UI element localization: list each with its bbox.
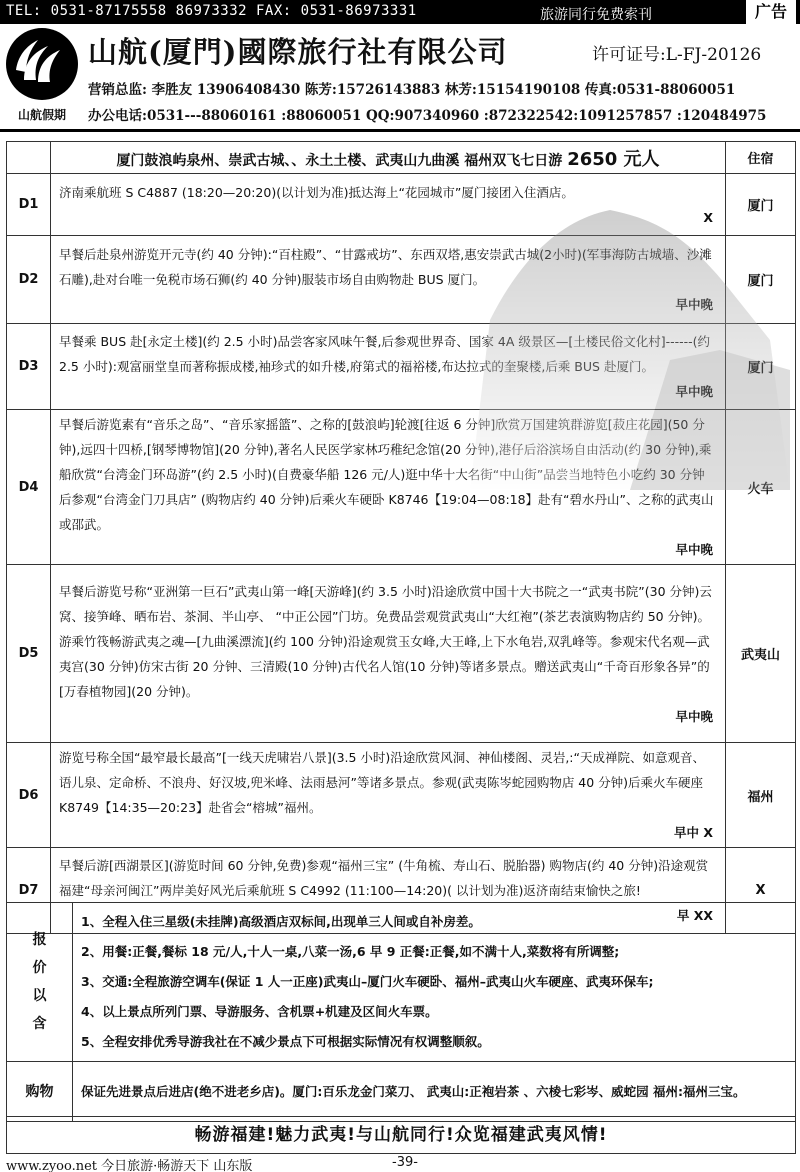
day-description: 早餐后游[西湖景区](游览时间 60 分钟,免费)参观“福州三宝” (牛角梳、寿山石、脱胎器) 购物店(约 40 分钟)沿途观赏福建“母亲河闽江”两岸美好风光后乘航班 S C4992 (11:100—14:20)( 以计划为准)返济南结束愉快之旅! (59, 858, 709, 898)
top-banner (0, 0, 800, 24)
day-description: 游览号称全国“最窄最长最高”[一线天虎啸岩八景](3.5 小时)沿途欣赏风洞、神仙楼阁、灵岩,:“天成禅院、如意观音、语儿泉、定命桥、不浪舟、好汉坡,兜米峰、法雨悬河”等诸多景点。参观(武夷陈岑蛇园购物店 40 分钟)后乘火车硬座 K8749【14:35—20:23】赴省会“榕城”福州。 (59, 750, 705, 815)
itinerary-row-d6 (7, 743, 796, 848)
contact-line: TEL: 0531-87175558 86973332 FAX: 0531-86973331 (6, 3, 417, 19)
accommodation-header: 住宿 (726, 142, 796, 174)
itinerary-table (6, 141, 796, 934)
office-contacts: 办公电话:0531---88060161 :88060051 QQ:907340960 :872322542:1091257857 :120484975 (88, 108, 767, 124)
marketing-contacts: 营销总监: 李胜友 13906408430 陈芳:15726143883 林芳:15154190108 传真:0531-88060051 (88, 82, 736, 98)
page-number: -39- (392, 1155, 418, 1170)
meal-info: 早 XX (676, 908, 713, 923)
tour-title: 厦门鼓浪屿泉州、崇武古城、、永土土楼、武夷山九曲溪 福州双飞七日游 (116, 152, 563, 169)
day-description: 早餐后赴泉州游览开元寺(约 40 分钟):“百柱殿”、“甘露戒坊”、东西双塔,惠安崇武古城(2小时)(军事海防古城墙、沙滩石雕),赴对台唯一免税市场石狮(约 40 分钟)服装市场自由购物赴 BUS 厦门。 (59, 247, 712, 287)
accommodation: 福州 (726, 743, 796, 848)
accommodation: 火车 (726, 410, 796, 565)
company-header (0, 26, 800, 132)
meal-info: 早中晚 (675, 708, 713, 724)
meal-info: 早中 X (674, 825, 713, 840)
day-label: D5 (7, 565, 51, 743)
slogan-banner: 畅游福建!魅力武夷!与山航同行!众览福建武夷风情! (6, 1116, 796, 1154)
shopping-text: 保证先进景点后进店(绝不进老乡店)。厦门:百乐龙金门菜刀、 武夷山:正袍岩茶 、六棱七彩岑、威蛇园 福州:福州三宝。 (73, 1062, 796, 1122)
day-label: D2 (7, 236, 51, 324)
includes-row (7, 903, 796, 1062)
includes-label (7, 903, 73, 1062)
logo-text: 山航假期 (17, 108, 66, 122)
free-index-text: 旅游同行免费索刊 (540, 7, 652, 23)
shopping-label: 购物 (7, 1062, 73, 1122)
includes-item: 4、以上景点所列门票、导游服务、含机票+机建及区间火车票。 (81, 1004, 438, 1019)
day-label: D6 (7, 743, 51, 848)
footer-site: www.zyoo.net 今日旅游·畅游天下 山东版 (6, 1159, 253, 1172)
price-includes-table (6, 902, 796, 1122)
includes-item: 5、全程安排优秀导游我社在不减少景点下可根据实际情况有权调整顺叙。 (81, 1034, 490, 1049)
includes-item: 3、交通:全程旅游空调车(保证 1 人一正座)武夷山–厦门火车硬卧、福州–武夷山火车硬座、武夷环保车; (81, 974, 654, 989)
includes-item: 1、全程入住三星级(未挂牌)高级酒店双标间,出现单三人间或自补房差。 (81, 914, 481, 929)
accommodation: 厦门 (726, 324, 796, 410)
includes-items (73, 903, 796, 1062)
day-label: D7 (7, 848, 51, 934)
day-description: 早餐后游览素有“音乐之岛”、“音乐家摇篮”、之称的[鼓浪屿]轮渡[往返 6 分钟]欣赏万国建筑群游览[菽庄花园](50 分钟),远四十四桥,[钢琴博物馆](20 分钟),著名人民医学家林巧稚纪念馆(20 分钟),港仔后浴滨场自由活动(约 30 分钟),乘船欣赏“台湾金门环岛游”(约 2.5 小时)(自费豪华船 126 元/人)逛中华十大名街“中山街”品尝当地特色小吃约 30 分钟后参观“台湾金门刀具店” (购物店约 40 分钟)后乘火车硬卧 K8746【19:04—08:18】赴有“碧水丹山”、之称的武夷山或邵武。 (59, 417, 714, 532)
itinerary-title (51, 142, 726, 174)
accommodation: 厦门 (726, 174, 796, 236)
license-number: 许可证号:L-FJ-20126 (592, 45, 762, 65)
tour-price: 2650 元人 (567, 148, 660, 170)
includes-item: 2、用餐:正餐,餐标 18 元/人,十人一桌,八菜一汤,6 早 9 正餐:正餐,如不满十人,菜数将有所调整; (81, 944, 620, 959)
ad-badge: 广告 (746, 0, 796, 24)
itinerary-row-d4 (7, 410, 796, 565)
meal-info: X (703, 209, 713, 225)
meal-info: 早中晚 (675, 384, 713, 399)
accommodation: X (726, 848, 796, 934)
itinerary-row-d5 (7, 565, 796, 743)
shopping-row (7, 1062, 796, 1122)
meal-info: 早中晚 (675, 542, 713, 557)
accommodation: 武夷山 (726, 565, 796, 743)
itinerary-row-d3 (7, 324, 796, 410)
includes-label-text: 报价以含 (32, 932, 47, 1032)
day-description: 早餐后游览号称“亚洲第一巨石”武夷山第一峰[天游峰](约 3.5 小时)沿途欣赏中国十大书院之一“武夷书院”(30 分钟)云窝、接笋峰、晒布岩、茶洞、半山亭、 “中正公园”门坊。免费品尝观赏武夷山“大红袍”(茶艺表演购物店约 50 分钟)。游乘竹筏畅游武夷之魂—[九曲溪漂流](约 100 分钟)沿途观赏玉女峰,大王峰,上下水龟岩,双乳峰等。参观宋代名观—武夷宫(30 分钟)仿宋古街 20 分钟、三清殿(10 分钟)古代名人馆(10 分钟)等诸多景点。赠送武夷山“千奇百形象各异”的[万春植物园](20 分钟)。 (59, 583, 712, 699)
company-name: 山航(厦門)國際旅行社有限公司 (88, 35, 508, 69)
accommodation: 厦门 (726, 236, 796, 324)
day-description: 早餐乘 BUS 赴[永定土楼](约 2.5 小时)品尝客家风味午餐,后参观世界奇、国家 4A 级景区—[土楼民俗文化村]------(约 2.5 小时):观富丽堂皇而著称振成楼,袖珍式的如升楼,府第式的福裕楼,布达拉式的奎聚楼,后乘 BUS 赴厦门。 (59, 334, 711, 374)
day-label: D4 (7, 410, 51, 565)
itinerary-title-row (7, 142, 796, 174)
logo-icon (4, 26, 80, 102)
meal-info: 早中晚 (675, 297, 713, 312)
day-label: D3 (7, 324, 51, 410)
itinerary-row-d1 (7, 174, 796, 236)
day-description: 济南乘航班 S C4887 (18:20—20:20)(以计划为准)抵达海上“花园城市”厦门接团入住酒店。 (59, 184, 574, 200)
page-footer (0, 1154, 800, 1172)
itinerary-row-d2 (7, 236, 796, 324)
day-label: D1 (7, 174, 51, 236)
company-logo (4, 26, 84, 130)
